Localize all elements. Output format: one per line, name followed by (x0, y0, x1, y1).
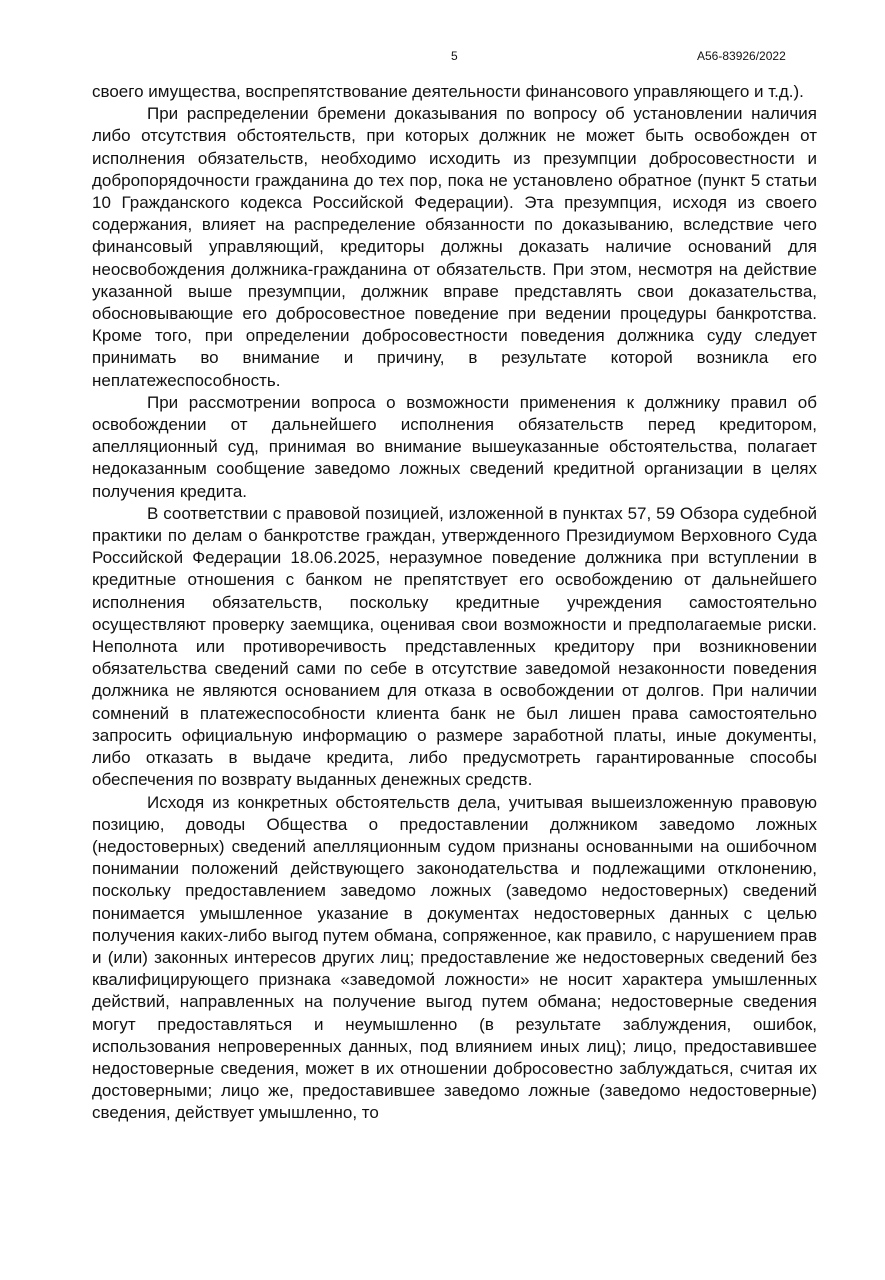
case-number: А56-83926/2022 (697, 49, 786, 63)
paragraph-case-circumstances: Исходя из конкретных обстоятельств дела, учитывая вышеизложенную правовую позицию, доводы Общества о предоставлении должником заведомо ложных (недостоверных) сведений апелляционным судом признаны основанными на ошибочном понимании положений действующего законодательства и подлежащими отклонению, поскольку предоставлением заведомо ложных (заведомо недостоверных) сведений понимается умышленное указание в документах недостоверных данных с целью получения каких-либо выгод путем обмана, сопряженное, как правило, с нарушением прав и (или) законных интересов других лиц; предоставление же недостоверных сведений без квалифицирующего признака «заведомой ложности» не носит характера умышленных действий, направленных на получение выгод путем обмана; недостоверные сведения могут предоставляться и неумышленно (в результате заблуждения, ошибок, использования непроверенных данных, под влиянием иных лиц); лицо, предоставившее недостоверные сведения, может в их отношении добросовестно заблуждаться, считая их достоверными; лицо же, предоставившее заведомо ложные (заведомо недостоверные) сведения, действует умышленно, то (92, 792, 817, 1123)
paragraph-continued: своего имущества, воспрепятствование деятельности финансового управляющего и т.д.). (92, 82, 804, 101)
document-body (92, 81, 817, 1125)
paragraph-legal-position: В соответствии с правовой позицией, изложенной в пунктах 57, 59 Обзора судебной практики по делам о банкротстве граждан, утвержденного Президиумом Верховного Суда Российской Федерации 18.06.2025, неразумное поведение должника при вступлении в кредитные отношения с банком не препятствует его освобождению от дальнейшего исполнения обязательств, поскольку кредитные учреждения самостоятельно осуществляют проверку заемщика, оценивая свои возможности и предполагаемые риски. Неполнота или противоречивость представленных кредитору при возникновении обязательства сведений сами по себе в отсутствие заведомой незаконности поведения должника не являются основанием для отказа в освобождении от долгов. При наличии сомнений в платежеспособности клиента банк не был лишен права самостоятельно запросить официальную информацию о размере заработной платы, иные документы, либо отказать в выдаче кредита, либо предусмотреть гарантированные способы обеспечения по возврату выданных денежных средств. (92, 503, 817, 790)
paragraph-release-rules: При рассмотрении вопроса о возможности применения к должнику правил об освобождении от дальнейшего исполнения обязательств перед кредитором, апелляционный суд, принимая во внимание вышеуказанные обстоятельства, полагает недоказанным сообщение заведомо ложных сведений кредитной организации в целях получения кредита. (92, 392, 817, 501)
paragraph-burden-of-proof: При распределении бремени доказывания по вопросу об установлении наличия либо отсутствия обстоятельств, при которых должник не может быть освобожден от исполнения обязательств, необходимо исходить из презумпции добросовестности и добропорядочности гражданина до тех пор, пока не установлено обратное (пункт 5 статьи 10 Гражданского кодекса Российской Федерации). Эта презумпция, исходя из своего содержания, влияет на распределение обязанности по доказыванию, вследствие чего финансовый управляющий, кредиторы должны доказать наличие оснований для неосвобождения должника-гражданина от обязательств. При этом, несмотря на действие указанной выше презумпции, должник вправе представлять свои доказательства, обосновывающие его добросовестное поведение при ведении процедуры банкротства. Кроме того, при определении добросовестности поведения должника суду следует принимать во внимание и причину, в результате которой возникла его неплатежеспособность. (92, 104, 817, 390)
page-number: 5 (451, 49, 458, 63)
